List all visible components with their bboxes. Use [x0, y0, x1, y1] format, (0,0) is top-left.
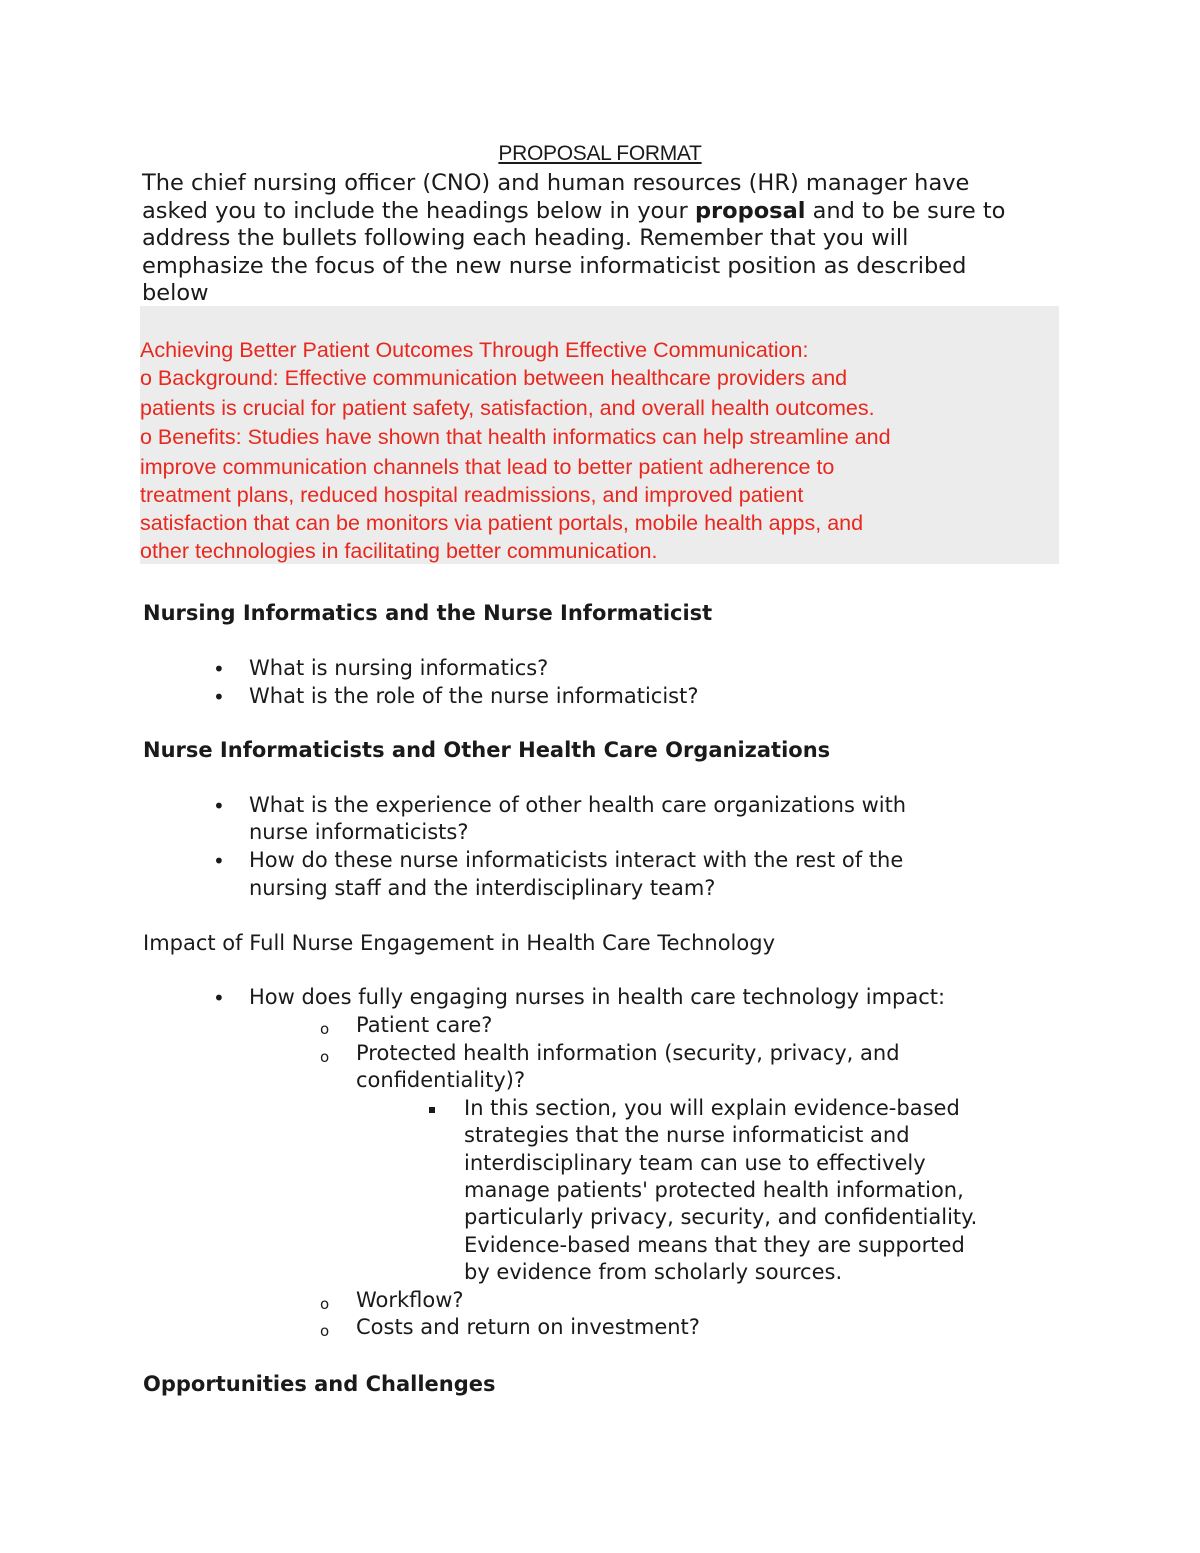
- highlight-line: improve communication channels that lead to better patient adherence to: [140, 455, 835, 479]
- intro-line: below: [142, 280, 209, 306]
- intro-text: and to be sure to: [805, 197, 1006, 224]
- intro-line: [142, 198, 1072, 226]
- section-heading-opportunities: Opportunities and Challenges: [143, 1372, 496, 1396]
- detail-line: interdisciplinary team can use to effectively: [464, 1151, 926, 1175]
- highlight-line: treatment plans, reduced hospital readmissions, and improved patient: [140, 483, 804, 507]
- bullet-item: What is the role of the nurse informaticist?: [249, 684, 699, 708]
- sub-bullet-circle: o: [320, 1322, 330, 1340]
- sub-bullet-item: Costs and return on investment?: [356, 1315, 700, 1339]
- sub-bullet-item: Patient care?: [356, 1013, 493, 1037]
- detail-line: In this section, you will explain evidence-based: [464, 1096, 960, 1120]
- detail-line: manage patients' protected health information,: [464, 1178, 964, 1202]
- sub-bullet-item: Workflow?: [356, 1288, 464, 1312]
- section-heading-other-organizations: Nurse Informaticists and Other Health Care Organizations: [143, 738, 831, 762]
- sub-bullet-circle: o: [320, 1295, 330, 1313]
- detail-line: particularly privacy, security, and confidentiality.: [464, 1205, 978, 1229]
- highlight-line: o Background: Effective communication between healthcare providers and: [140, 366, 848, 390]
- highlight-line: satisfaction that can be monitors via patient portals, mobile health apps, and: [140, 511, 864, 535]
- highlight-line: o Benefits: Studies have shown that health informatics can help streamline and: [140, 425, 891, 449]
- intro-paragraph: [142, 170, 1072, 308]
- highlight-line: patients is crucial for patient safety, satisfaction, and overall health outcomes.: [140, 396, 875, 420]
- sub-bullet-item-continued: confidentiality)?: [356, 1068, 526, 1092]
- bullet-dot: •: [213, 849, 225, 873]
- detail-line: Evidence-based means that they are supported: [464, 1233, 965, 1257]
- sub-bullet-circle: o: [320, 1048, 330, 1066]
- intro-line: The chief nursing officer (CNO) and human resources (HR) manager have: [142, 170, 970, 196]
- page-title: PROPOSAL FORMAT: [498, 142, 702, 165]
- intro-bold-proposal: proposal: [694, 197, 806, 224]
- section-heading-full-engagement: Impact of Full Nurse Engagement in Health Care Technology: [143, 931, 775, 955]
- bullet-dot: •: [213, 986, 225, 1010]
- sub-bullet-circle: o: [320, 1020, 330, 1038]
- bullet-dot: •: [213, 685, 225, 709]
- bullet-dot: •: [213, 657, 225, 681]
- bullet-item: What is the experience of other health care organizations with: [249, 793, 907, 817]
- sub-bullet-item: Protected health information (security, privacy, and: [356, 1041, 900, 1065]
- section-heading-nursing-informatics: Nursing Informatics and the Nurse Informaticist: [143, 601, 713, 625]
- intro-line: address the bullets following each heading. Remember that you will: [142, 225, 909, 251]
- intro-text: asked you to include the headings below in your: [142, 197, 695, 224]
- intro-line: emphasize the focus of the new nurse informaticist position as described: [142, 252, 967, 279]
- highlight-line: other technologies in facilitating better communication.: [140, 539, 658, 563]
- bullet-item: How does fully engaging nurses in health care technology impact:: [249, 985, 946, 1009]
- square-bullet: [429, 1107, 435, 1113]
- bullet-item-continued: nurse informaticists?: [249, 820, 469, 844]
- bullet-item-continued: nursing staff and the interdisciplinary team?: [249, 876, 716, 900]
- bullet-item: What is nursing informatics?: [249, 656, 549, 680]
- bullet-dot: •: [213, 794, 225, 818]
- detail-line: by evidence from scholarly sources.: [464, 1260, 843, 1284]
- bullet-item: How do these nurse informaticists interact with the rest of the: [249, 848, 904, 872]
- highlight-heading: Achieving Better Patient Outcomes Through Effective Communication:: [140, 338, 809, 362]
- detail-line: strategies that the nurse informaticist and: [464, 1123, 910, 1147]
